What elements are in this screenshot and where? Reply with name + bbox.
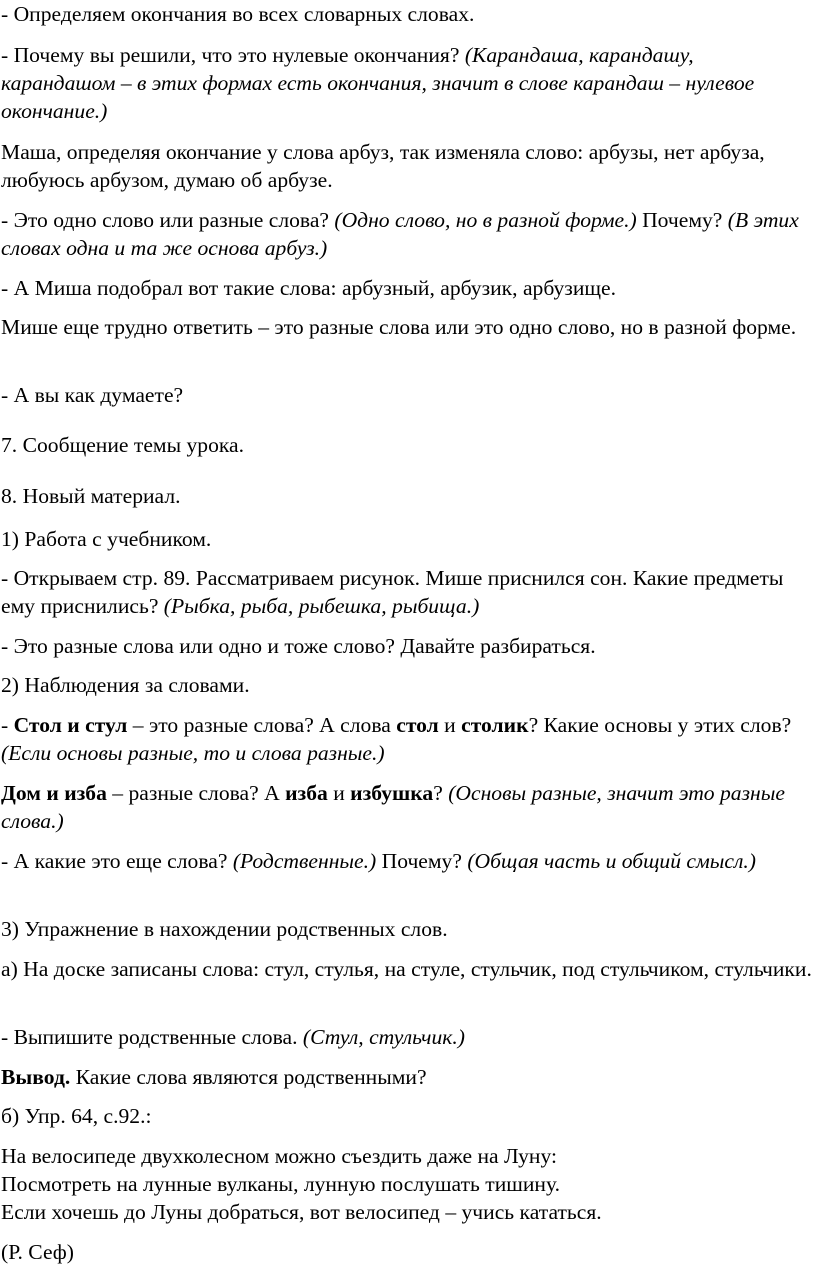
paragraph-10: 1) Работа с учебником. — [1, 527, 212, 551]
text: Какие слова являются родственными? — [70, 1065, 427, 1089]
answer: (Стул, стульчик.) — [302, 1025, 465, 1049]
paragraph-3: Маша, определяя окончание у слова арбуз, так изменяла слово: арбузы, нет арбуза, любуюсь арбузом, думаю об арбузе. — [1, 140, 765, 192]
paragraph-4 — [1, 206, 813, 262]
answer: (Одно слово, но в разной форме.) — [334, 208, 637, 232]
paragraph-18: а) На доске записаны слова: стул, стулья, на стуле, стульчик, под стульчиком, стульчики. — [1, 957, 812, 981]
text: ? Какие основы у этих слов? — [528, 713, 792, 737]
question: - Открываем стр. 89. Рассматриваем рисунок. Мише приснился сон. Какие предметы ему приснились? — [1, 566, 784, 618]
paragraph-5: - А Миша подобрал вот такие слова: арбузный, арбузик, арбузище. — [1, 276, 616, 300]
answer: (Рыбка, рыба, рыбешка, рыбища.) — [163, 594, 480, 618]
paragraph-20 — [1, 1063, 813, 1091]
question: Почему? — [636, 208, 728, 232]
bold-term: Дом и изба — [1, 781, 107, 805]
bold-term: изба — [285, 781, 328, 805]
paragraph-14 — [1, 711, 813, 767]
poem — [1, 1142, 813, 1226]
paragraph-19 — [1, 1023, 813, 1051]
question: - Выпишите родственные слова. — [1, 1025, 303, 1049]
answer: (Карандаша, карандашу, карандашом – в этих формах есть окончания, значит в слове карандаш – нулевое окончание.) — [1, 43, 755, 123]
paragraph-17: 3) Упражнение в нахождении родственных слов. — [1, 917, 448, 941]
answer: (Родственные.) — [232, 849, 377, 873]
paragraph-9: 8. Новый материал. — [1, 484, 181, 508]
poem-author: (Р. Сеф) — [1, 1240, 74, 1264]
answer: (Если основы разные, то и слова разные.) — [1, 741, 385, 765]
question: Почему? — [376, 849, 468, 873]
paragraph-11 — [1, 564, 813, 620]
bold-term: стол — [396, 713, 439, 737]
text: – это разные слова? А слова — [127, 713, 397, 737]
text: ? — [433, 781, 449, 805]
text: - — [1, 713, 14, 737]
paragraph-15 — [1, 779, 813, 835]
poem-line: Посмотреть на лунные вулканы, лунную послушать тишину. — [1, 1172, 561, 1196]
paragraph-7: - А вы как думаете? — [1, 383, 184, 407]
bold-term: столик — [461, 713, 529, 737]
paragraph-6: Мише еще трудно ответить – это разные слова или это одно слово, но в разной форме. — [1, 315, 797, 339]
text: – разные слова? А — [106, 781, 286, 805]
text: и — [438, 713, 462, 737]
answer: (В этих словах одна и та же основа арбуз.) — [1, 208, 799, 260]
answer: (Общая часть и общий смысл.) — [467, 849, 757, 873]
bold-term: избушка — [350, 781, 434, 805]
paragraph-12: - Это разные слова или одно и тоже слово? Давайте разбираться. — [1, 634, 596, 658]
question: - Это одно слово или разные слова? — [1, 208, 335, 232]
paragraph-16 — [1, 847, 813, 875]
text: и — [327, 781, 351, 805]
paragraph-21: б) Упр. 64, с.92.: — [1, 1104, 152, 1128]
question: - А какие это еще слова? — [1, 849, 233, 873]
question: - Почему вы решили, что это нулевые окончания? — [1, 43, 465, 67]
conclusion-label: Вывод. — [1, 1065, 71, 1089]
paragraph-13: 2) Наблюдения за словами. — [1, 673, 250, 697]
paragraph-8: 7. Сообщение темы урока. — [1, 433, 245, 457]
answer: (Основы разные, значит это разные слова.) — [1, 781, 785, 833]
paragraph-1: - Определяем окончания во всех словарных словах. — [1, 2, 475, 26]
poem-line: На велосипеде двухколесном можно съездить даже на Луну: — [1, 1144, 557, 1168]
bold-term: Стол и стул — [13, 713, 128, 737]
paragraph-2 — [1, 41, 813, 125]
poem-line: Если хочешь до Луны добраться, вот велосипед – учись кататься. — [1, 1200, 602, 1224]
